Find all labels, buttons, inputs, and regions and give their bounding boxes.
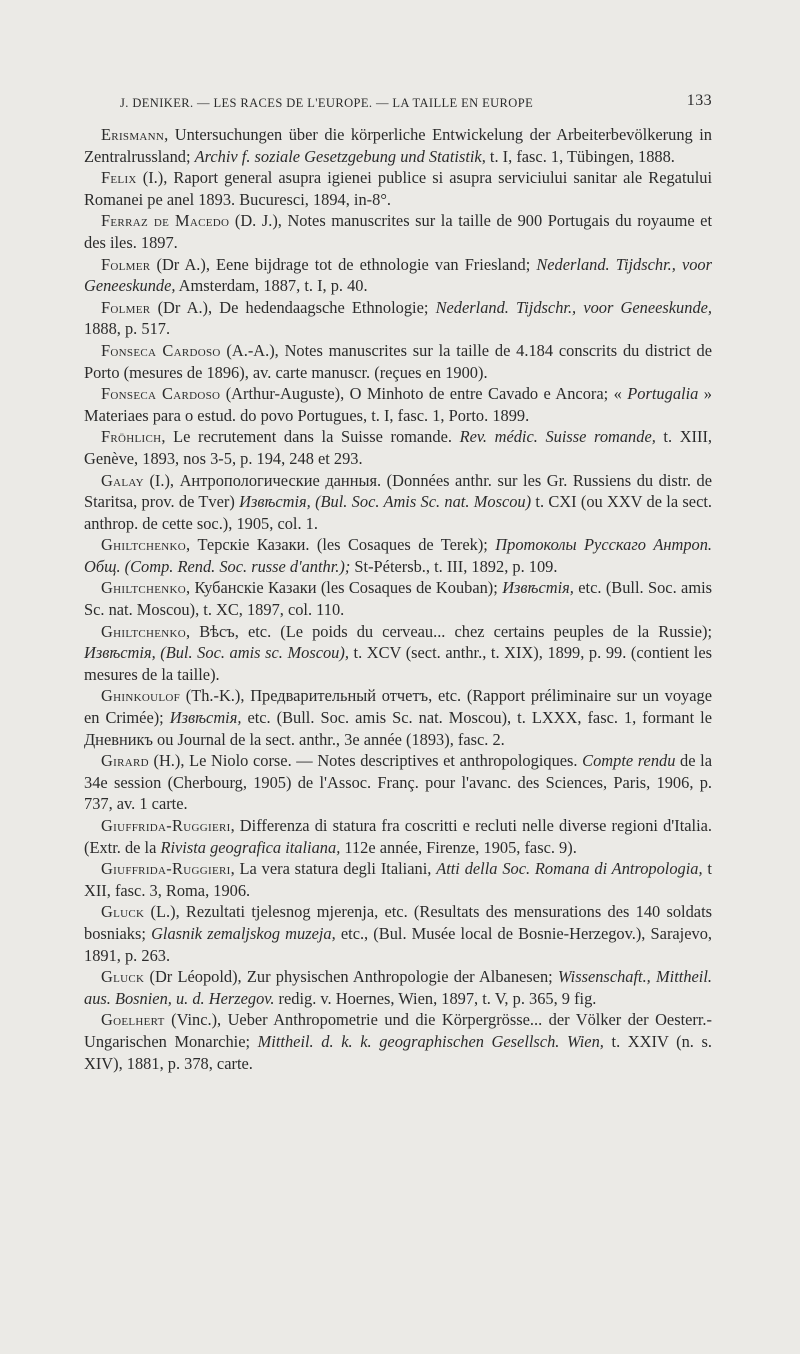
entry-tail: de la 34e session (Cherbourg, 1905) de l'Assoc. Franç. pour l'avanc. des Sciences, Paris, 1906, p. 737, av. 1 carte. xyxy=(84,751,712,814)
entry-tail: t. XXIV (n. s. XIV), 1881, p. 378, carte. xyxy=(84,1031,712,1073)
entry-tail: 1888, p. 517. xyxy=(84,319,171,339)
entry-italic: Rivista geografica italiana, xyxy=(160,837,341,857)
entry-italic: Wissenschaft., Mittheil. aus. Bosnien, u. d. Herzegov. xyxy=(84,967,712,1008)
entry-author: Gluck xyxy=(101,902,145,922)
bibliography-entry xyxy=(84,621,712,686)
entry-text: , Untersuchungen über die körperliche Entwickelung der Arbeiterbevölkerung in Zentralrussland; xyxy=(84,125,712,166)
entry-author: Fonseca Cardoso xyxy=(101,384,221,404)
entry-tail: t. CXI (ou XXV de la sect. anthrop. de cette soc.), 1905, col. 1. xyxy=(84,492,712,533)
entry-text: (Dr A.), De hedendaagsche Ethnologie; xyxy=(150,297,436,317)
entry-author: Felix xyxy=(101,168,137,188)
entry-tail: etc. (Bull. Soc. amis Sc. nat. Moscou), t. LXXX, fasc. 1, formant le Дневникъ ou Journal de la sect. anthr., 3e année (1893), fasc. 2. xyxy=(84,708,712,749)
entry-author: Galay xyxy=(101,470,144,490)
entry-tail: etc., (Bul. Musée local de Bosnie-Herzegov.), Sarajevo, 1891, p. 263. xyxy=(84,923,712,965)
entry-text: (I.), Антропологические данныя. (Données anthr. sur les Gr. Russiens du distr. de Staritsa, prov. de Tver) xyxy=(84,470,712,512)
entry-text: (H.), Le Niolo corse. — Notes descriptives et anthropologiques. xyxy=(148,751,583,771)
bibliography-entry xyxy=(84,577,712,620)
entry-author: Giuffrida-Ruggieri xyxy=(101,859,231,879)
entry-author: Giuffrida-Ruggieri xyxy=(101,816,231,835)
bibliography-entry xyxy=(84,297,712,340)
entry-italic: Извѣстія, (Bul. Soc. Amis Sc. nat. Moscou) xyxy=(239,492,532,512)
entry-tail: redig. v. Hoernes, Wien, 1897, t. V, p. 365, 9 fig. xyxy=(274,988,597,1008)
entry-text: (Arthur-Auguste), O Minhoto de entre Cavado e Ancora; « xyxy=(220,384,628,404)
bibliography-entry xyxy=(84,167,712,210)
entry-text: , La vera statura degli Italiani, xyxy=(230,859,437,879)
entry-text: , Вѣсъ, etc. (Le poids du cerveau... chez certains peuples de la Russie); xyxy=(186,621,712,641)
entry-text: , Le recrutement dans la Suisse romande. xyxy=(161,427,460,447)
entry-italic: Извѣстія, (Bul. Soc. amis sc. Moscou), xyxy=(84,643,349,663)
entry-italic: Извѣстія, xyxy=(169,708,242,728)
entry-tail: etc. (Bull. Soc. amis Sc. nat. Moscou), t. XC, 1897, col. 110. xyxy=(84,578,712,620)
entry-text: (Dr Léopold), Zur physischen Anthropologie der Albanesen; xyxy=(144,967,558,987)
entry-text: , Кубанскіе Казаки (les Cosaques de Kouban); xyxy=(186,578,503,598)
running-head-title: J. DENIKER. — LES RACES DE L'EUROPE. — LA TAILLE EN EUROPE xyxy=(120,96,534,110)
entry-author: Ghiltchenko xyxy=(101,578,187,598)
bibliography-entry xyxy=(84,685,712,750)
entry-italic: Archiv f. soziale Gesetzgebung und Statistik xyxy=(194,146,482,166)
entry-tail: Amsterdam, 1887, t. I, p. 40. xyxy=(175,276,368,296)
bibliography-entry xyxy=(84,815,712,858)
page-number: 133 xyxy=(686,92,712,109)
entry-italic: Nederland. Tijdschr., voor Geneeskunde, xyxy=(435,297,713,317)
entry-author: Ghinkoulof xyxy=(101,686,180,706)
entry-italic: Compte rendu xyxy=(582,751,676,771)
bibliography-entry xyxy=(84,210,712,253)
entry-tail: 112e année, Firenze, 1905, fasc. 9). xyxy=(340,837,577,857)
entry-author: Folmer xyxy=(101,297,151,317)
entry-tail: » Materiaes para o estud. do povo Portugues, t. I, fasc. 1, Porto. 1899. xyxy=(84,384,712,425)
bibliography-entry xyxy=(84,340,712,383)
entry-text: (D. J.), Notes manuscrites sur la taille de 900 Portugais du royaume et des iles. 1897. xyxy=(84,211,713,252)
bibliography-entry xyxy=(84,534,712,577)
entry-italic: Протоколы Русскаго Антроп. Общ. (Comp. Rend. Soc. russe d'anthr.); xyxy=(84,535,712,576)
entry-text: , Терскіе Казаки. (les Cosaques de Terek); xyxy=(186,535,496,555)
running-head xyxy=(84,92,712,114)
entry-author: Girard xyxy=(101,751,149,771)
entry-author: Ferraz de Macedo xyxy=(101,211,230,231)
bibliography-entry xyxy=(84,124,712,167)
entry-tail: , t. I, fasc. 1, Tübingen, 1888. xyxy=(481,146,675,166)
bibliography-entry xyxy=(84,966,712,1009)
entry-text: (A.-A.), Notes manuscrites sur la taille de 4.184 conscrits du district de Porto (mesures de 1896), av. carte manuscr. (reçues en 1900). xyxy=(84,340,712,382)
entry-author: Goelhert xyxy=(101,1010,165,1030)
entry-author: Fröhlich xyxy=(101,427,162,447)
entry-text: (L.), Rezultati tjelesnog mjerenja, etc. (Resultats des mensurations des 140 soldats bosniaks; xyxy=(84,902,712,943)
bibliography-entry xyxy=(84,1009,712,1074)
entry-italic: Извѣстія, xyxy=(502,578,574,598)
entry-text: (I.), Raport general asupra igienei publice si asupra serviciului sanitar ale Regatului Romanei pe anel 1893. Bucuresci, 1894, in-8°. xyxy=(84,168,712,209)
entry-author: Folmer xyxy=(101,254,151,274)
entry-italic: Portugalia xyxy=(627,384,699,404)
entry-tail: t. XIII, Genève, 1893, nos 3-5, p. 194, 248 et 293. xyxy=(84,427,712,468)
bibliography-entry xyxy=(84,383,712,426)
entry-tail: St-Pétersb., t. III, 1892, p. 109. xyxy=(350,556,558,576)
entry-author: Ghiltchenko xyxy=(101,621,187,641)
bibliography-entry xyxy=(84,858,712,901)
entry-italic: Mittheil. d. k. k. geographischen Gesellsch. Wien, xyxy=(257,1031,604,1051)
entry-italic: Rev. médic. Suisse romande, xyxy=(459,427,656,447)
bibliography-entry xyxy=(84,750,712,815)
entry-tail: t XII, fasc. 3, Roma, 1906. xyxy=(84,859,712,900)
entry-text: (Th.-K.), Предварительный отчетъ, etc. (Rapport préliminaire sur un voyage en Crimée); xyxy=(84,686,712,728)
entry-author: Gluck xyxy=(101,967,145,987)
entry-text: (Vinc.), Ueber Anthropometrie und die Körpergrösse... der Völker der Oesterr.-Ungarischen Monarchie; xyxy=(84,1010,712,1051)
bibliography-entry xyxy=(84,426,712,469)
bibliography-entry xyxy=(84,470,712,535)
bibliography-list xyxy=(84,124,712,1074)
entry-text: (Dr A.), Eene bijdrage tot de ethnologie van Friesland; xyxy=(150,254,537,274)
entry-italic: Atti della Soc. Romana di Antropologia, xyxy=(436,859,703,879)
entry-italic: Glasnik zemaljskog muzeja, xyxy=(151,923,336,943)
entry-author: Erismann xyxy=(101,125,165,144)
bibliography-entry xyxy=(84,901,712,966)
entry-italic: Nederland. Tijdschr., voor Geneeskunde, xyxy=(84,254,712,296)
entry-author: Ghiltchenko xyxy=(101,535,187,555)
entry-text: , Differenza di statura fra coscritti e recluti nelle diverse regioni d'Italia. (Extr. de la xyxy=(84,816,712,857)
entry-author: Fonseca Cardoso xyxy=(101,340,221,360)
bibliography-entry xyxy=(84,254,712,297)
entry-tail: t. XCV (sect. anthr., t. XIX), 1899, p. 99. (contient les mesures de la taille). xyxy=(84,643,712,684)
